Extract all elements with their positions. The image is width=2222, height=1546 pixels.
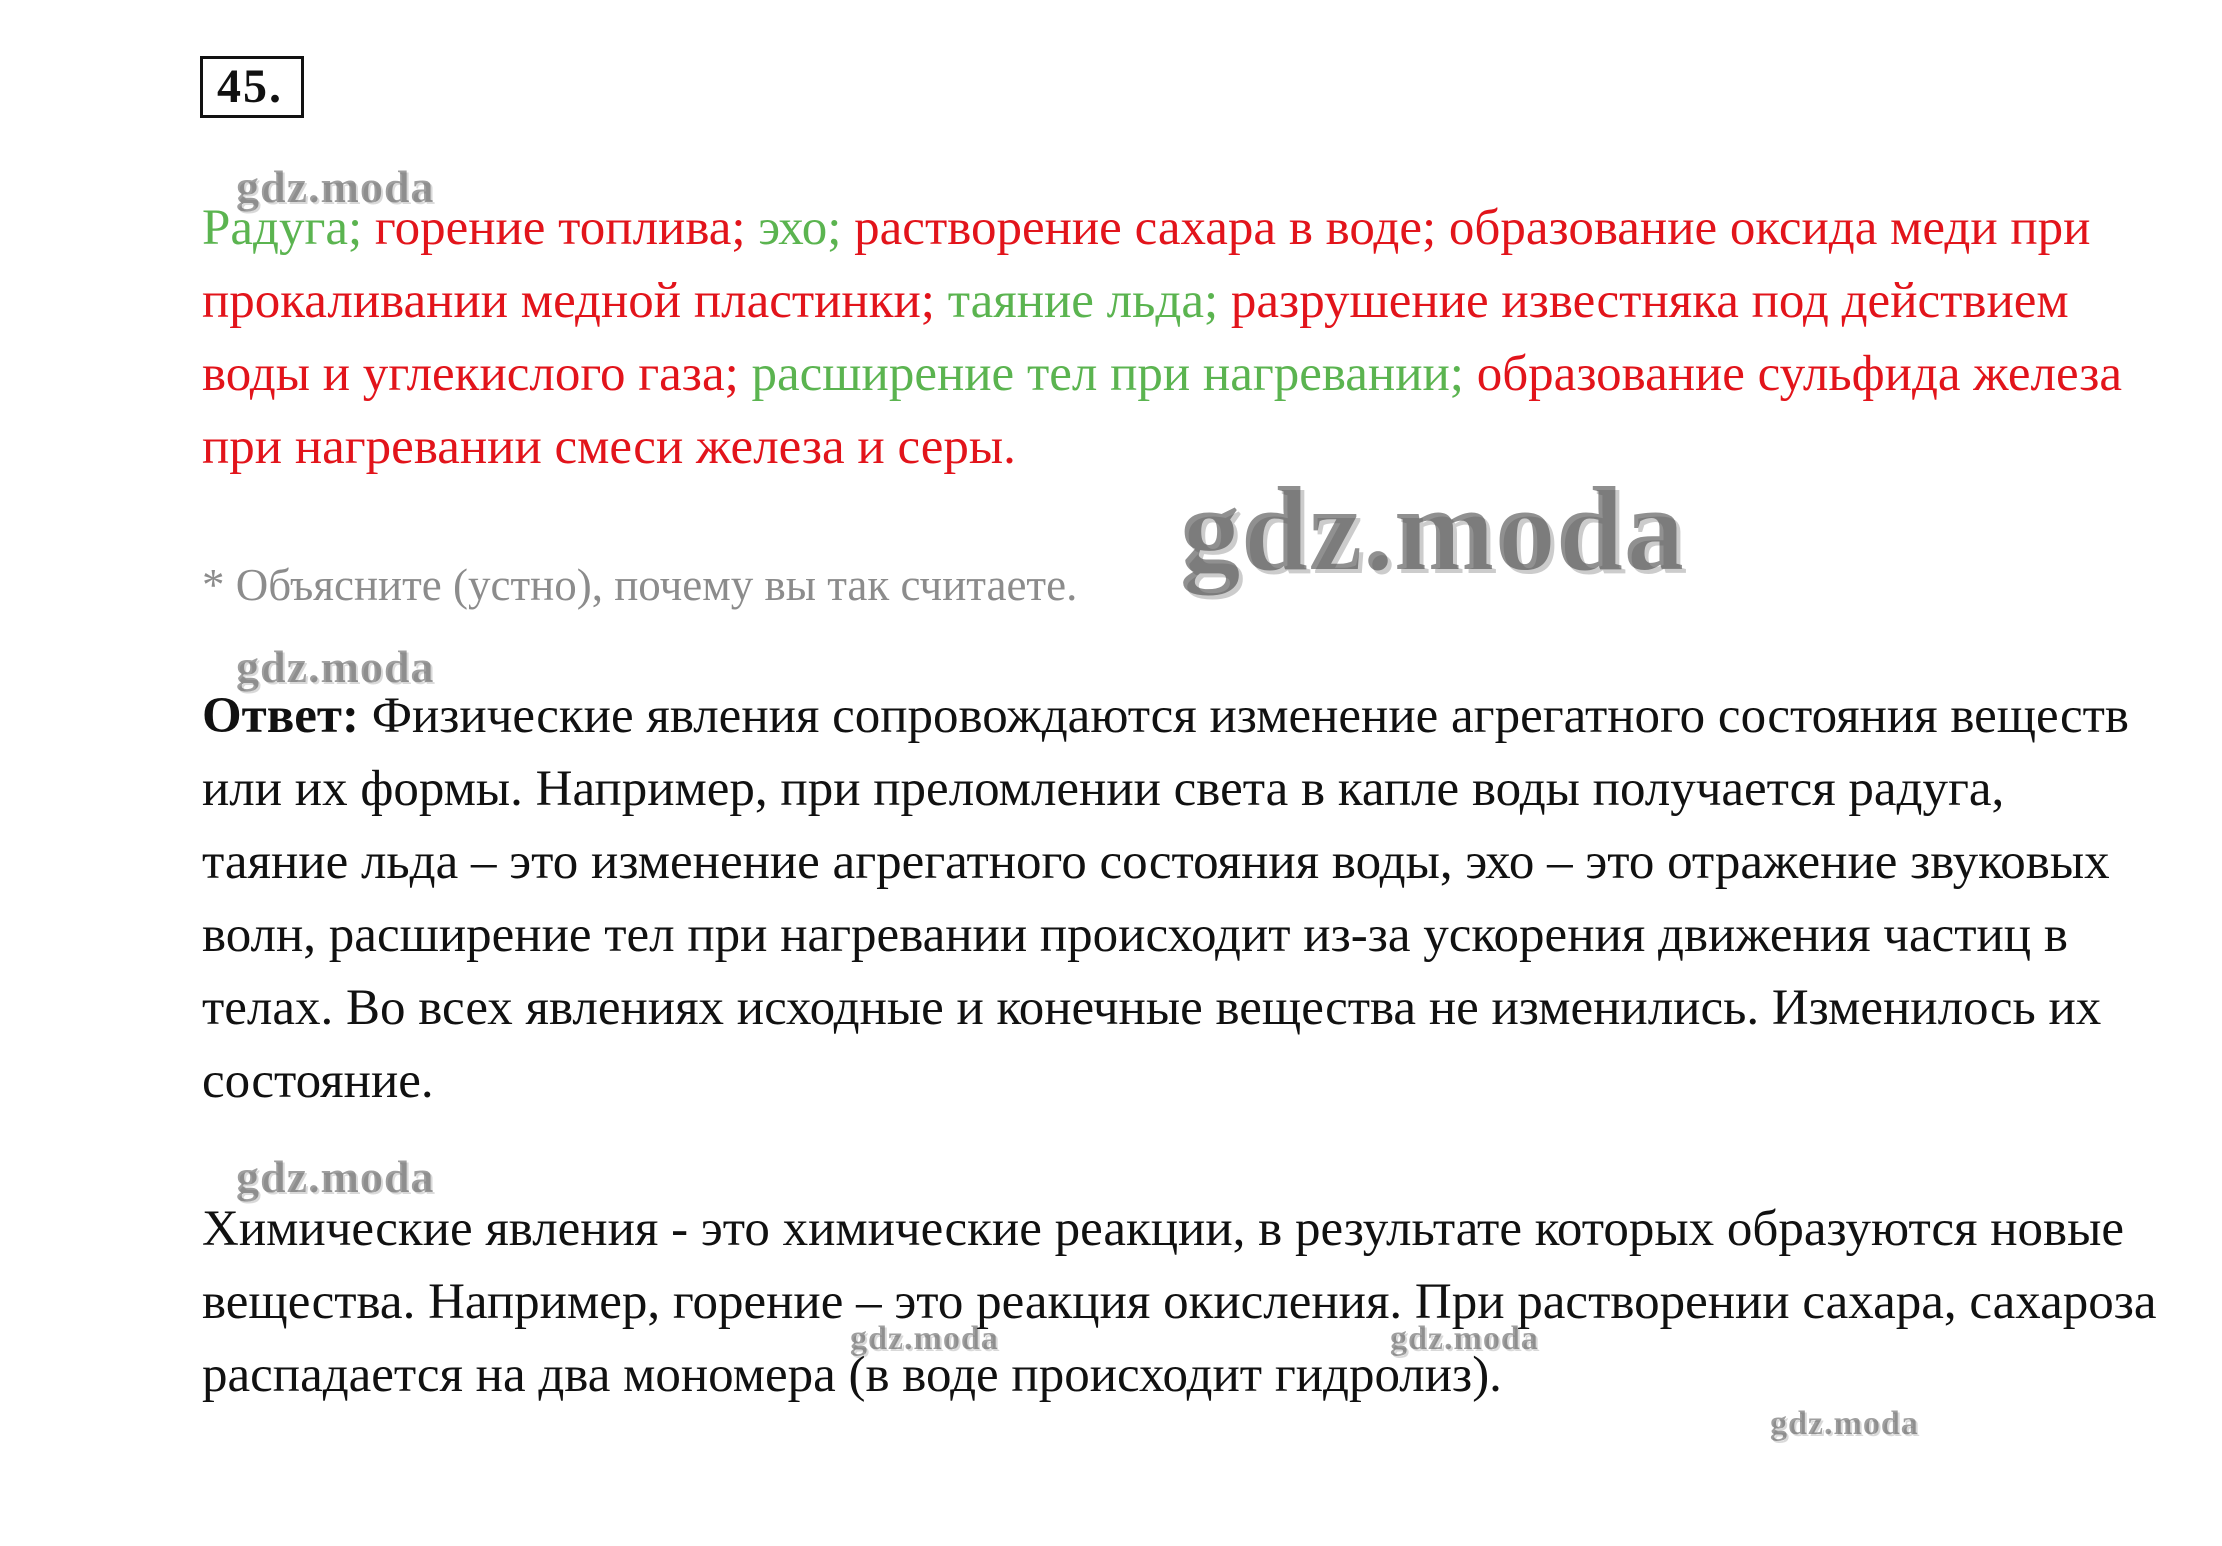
physical-phenomenon: Радуга; — [202, 200, 363, 256]
note-text: * Объясните (устно), почему вы так считаете. — [202, 560, 1078, 610]
watermark: gdz.moda — [850, 1320, 999, 1357]
chemical-paragraph: Химические явления - это химические реакции, в результате которых образуются новые вещества. Например, горение – это реакция окисления. При растворении сахара, сахароза распадается на два мономера (в воде происходит гидролиз). — [202, 1201, 2157, 1403]
chemical-phenomenon: горение топлива; — [362, 200, 746, 256]
phenomena-list — [202, 192, 2162, 484]
watermark: gdz.moda — [1390, 1320, 1539, 1357]
watermark-large: gdz.moda — [1180, 462, 1685, 595]
chemical-phenomenon: образование оксида меди при прокаливании медной пластинки; — [202, 200, 2091, 329]
chemical-phenomenon: разрушение известняка под действием воды и углекислого газа; — [202, 273, 2069, 402]
physical-phenomenon: расширение тел при нагревании; — [738, 346, 1464, 402]
watermark: gdz.moda — [1770, 1405, 1919, 1442]
watermark: gdz.moda — [236, 161, 435, 212]
chemical-phenomenon: растворение сахара в воде; — [841, 200, 1437, 256]
watermark: gdz.moda — [236, 1151, 435, 1202]
physical-phenomenon: эхо; — [745, 200, 842, 256]
watermark: gdz.moda — [236, 641, 435, 692]
answer-label: Ответ: — [202, 688, 359, 744]
answer-text: Физические явления сопровождаются изменение агрегатного состояния веществ или их формы. Например, при преломлении света в капле воды получается радуга, таяние льда – это изменение агрегатного состояния воды, эхо – это отражение звуковых волн, расширение тел при нагревании происходит из-за ускорения движения частиц в телах. Во всех явлениях исходные и конечные вещества не изменились. Изменилось их состояние. — [202, 688, 2129, 1109]
answer-paragraph — [202, 680, 2162, 1118]
chemical-phenomenon: образование сульфида железа при нагревании смеси железа и серы. — [202, 346, 2122, 475]
exercise-number: 45. — [200, 56, 304, 118]
physical-phenomenon: таяние льда; — [934, 273, 1219, 329]
